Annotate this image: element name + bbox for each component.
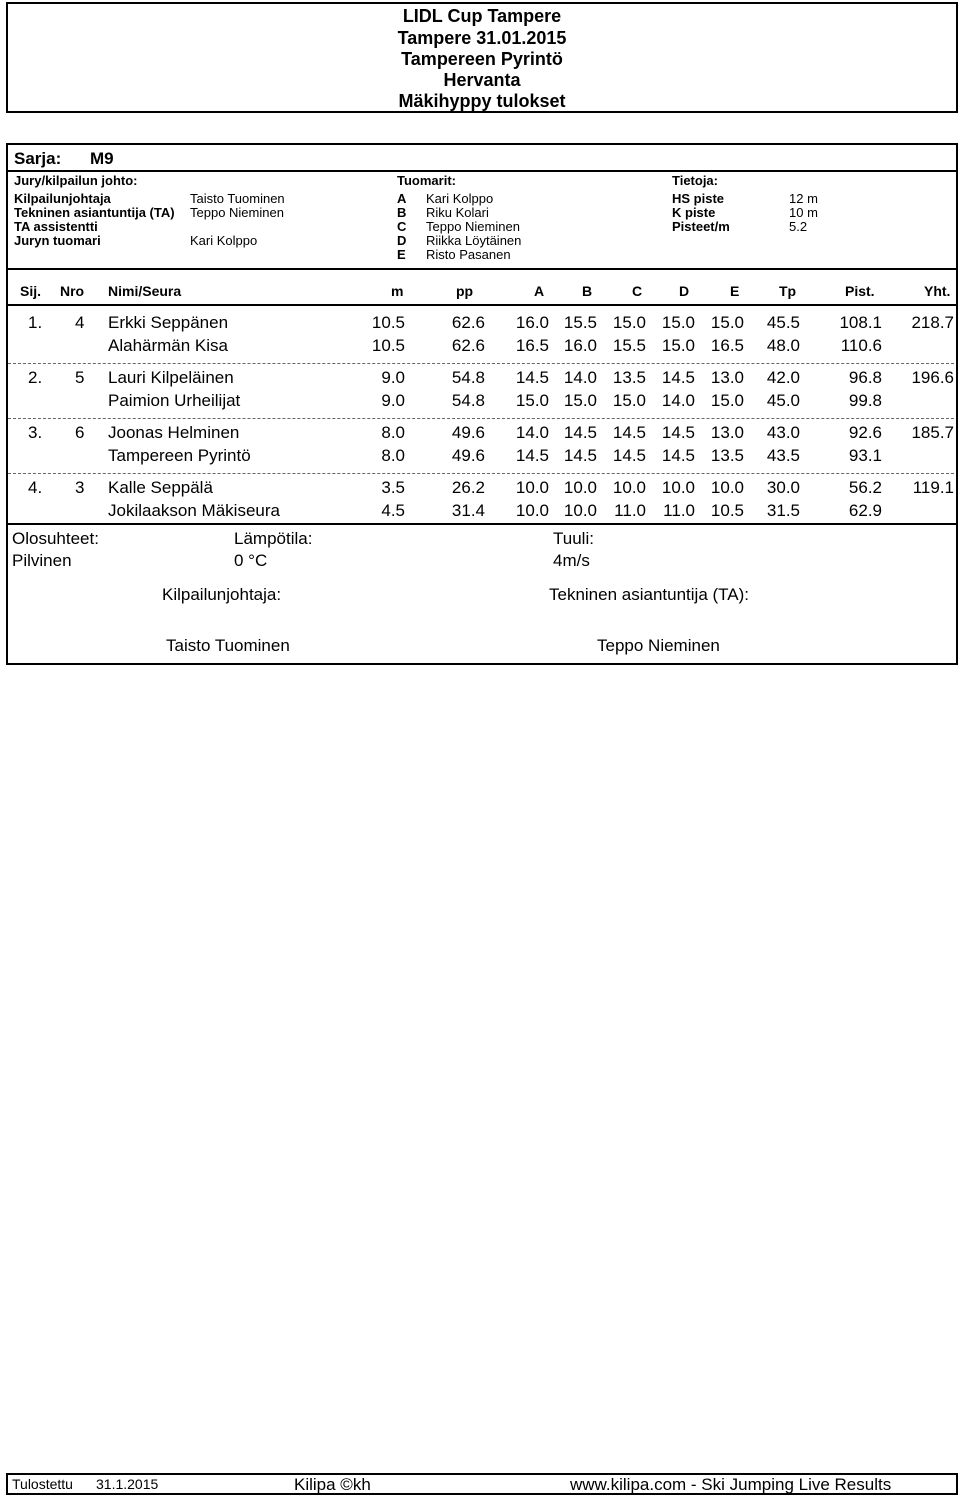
software-credit: Kilipa ©kh bbox=[294, 1475, 371, 1494]
jury-role: Tekninen asiantuntija (TA) bbox=[14, 205, 175, 220]
jump-a: 14.5 bbox=[515, 446, 549, 465]
ta-label: Tekninen asiantuntija (TA): bbox=[549, 585, 750, 604]
judge-letter: E bbox=[397, 247, 406, 262]
jump-pp: 54.8 bbox=[451, 368, 485, 387]
organizer: Tampereen Pyrintö bbox=[401, 49, 563, 69]
fact-label: Pisteet/m bbox=[672, 219, 730, 234]
athlete-club: Jokilaakson Mäkiseura bbox=[108, 501, 280, 520]
jump-pist: 56.2 bbox=[848, 478, 882, 497]
jump-d: 15.0 bbox=[661, 336, 695, 355]
jump-m: 3.5 bbox=[381, 478, 405, 497]
jury-role: TA assistentti bbox=[14, 219, 98, 234]
jump-c: 14.5 bbox=[612, 423, 646, 442]
judge-letter: B bbox=[397, 205, 407, 220]
judge-name: Riku Kolari bbox=[426, 205, 489, 220]
jump-a: 10.0 bbox=[515, 501, 549, 520]
jump-m: 4.5 bbox=[381, 501, 405, 520]
jump-m: 9.0 bbox=[381, 391, 405, 410]
jump-b: 15.0 bbox=[563, 391, 597, 410]
judge-name: Kari Kolppo bbox=[426, 191, 494, 206]
col-pp: pp bbox=[456, 283, 474, 299]
jump-b: 10.0 bbox=[563, 501, 597, 520]
athlete-club: Alahärmän Kisa bbox=[108, 336, 229, 355]
judge-name: Riikka Löytäinen bbox=[426, 233, 522, 248]
jump-b: 15.5 bbox=[563, 313, 597, 332]
result-total: 119.1 bbox=[912, 478, 954, 497]
result-bib: 4 bbox=[75, 313, 85, 332]
col-e: E bbox=[730, 283, 740, 299]
athlete-club: Paimion Urheilijat bbox=[108, 391, 241, 410]
jump-m: 10.5 bbox=[371, 313, 405, 332]
result-bib: 5 bbox=[75, 368, 85, 387]
temperature-value: 0 °C bbox=[234, 551, 268, 570]
title-box bbox=[6, 2, 958, 113]
result-rank: 3. bbox=[28, 423, 43, 442]
athlete-club: Tampereen Pyrintö bbox=[108, 446, 251, 465]
judges-heading: Tuomarit: bbox=[397, 173, 456, 188]
result-rank: 2. bbox=[28, 368, 43, 387]
jump-tp: 43.5 bbox=[766, 446, 800, 465]
jump-a: 10.0 bbox=[515, 478, 549, 497]
director-name: Taisto Tuominen bbox=[166, 636, 290, 655]
printed-date: 31.1.2015 bbox=[96, 1476, 159, 1492]
col-d: D bbox=[679, 283, 690, 299]
col-b: B bbox=[582, 283, 593, 299]
jump-d: 14.0 bbox=[661, 391, 695, 410]
jump-a: 16.5 bbox=[515, 336, 549, 355]
jump-pp: 49.6 bbox=[451, 423, 485, 442]
col-nro: Nro bbox=[60, 283, 85, 299]
jump-pist: 62.9 bbox=[848, 501, 882, 520]
col-name: Nimi/Seura bbox=[108, 283, 182, 299]
divider bbox=[8, 523, 956, 525]
jump-pp: 54.8 bbox=[451, 391, 485, 410]
jump-c: 10.0 bbox=[612, 478, 646, 497]
col-pist: Pist. bbox=[845, 283, 875, 299]
jump-pp: 62.6 bbox=[451, 336, 485, 355]
jury-heading: Jury/kilpailun johto: bbox=[14, 173, 138, 188]
col-sij: Sij. bbox=[20, 283, 42, 299]
result-total: 185.7 bbox=[911, 423, 954, 442]
jury-name: Kari Kolppo bbox=[190, 233, 258, 248]
jump-tp: 31.5 bbox=[766, 501, 800, 520]
series-label: Sarja: bbox=[14, 149, 62, 168]
result-bib: 3 bbox=[75, 478, 85, 497]
jury-role: Kilpailunjohtaja bbox=[14, 191, 111, 206]
fact-label: K piste bbox=[672, 205, 716, 220]
jury-name: Teppo Nieminen bbox=[190, 205, 284, 220]
jump-e: 10.5 bbox=[710, 501, 744, 520]
jump-e: 13.5 bbox=[710, 446, 744, 465]
weather-value: Pilvinen bbox=[12, 551, 72, 570]
col-m: m bbox=[391, 283, 404, 299]
jump-b: 16.0 bbox=[563, 336, 597, 355]
jump-pp: 62.6 bbox=[451, 313, 485, 332]
jump-pist: 96.8 bbox=[848, 368, 882, 387]
col-tp: Tp bbox=[779, 283, 797, 299]
col-c: C bbox=[632, 283, 643, 299]
judge-name: Teppo Nieminen bbox=[426, 219, 520, 234]
footer bbox=[6, 1473, 958, 1495]
jump-pist: 108.1 bbox=[839, 313, 882, 332]
jump-e: 15.0 bbox=[710, 391, 744, 410]
jump-c: 11.0 bbox=[614, 501, 646, 520]
jump-m: 8.0 bbox=[381, 446, 405, 465]
col-a: A bbox=[534, 283, 545, 299]
jump-d: 15.0 bbox=[661, 313, 695, 332]
result-total: 218.7 bbox=[911, 313, 954, 332]
document-title: Mäkihyppy tulokset bbox=[398, 91, 566, 111]
divider bbox=[8, 268, 956, 270]
jump-c: 15.0 bbox=[612, 313, 646, 332]
jump-a: 15.0 bbox=[515, 391, 549, 410]
result-bib: 6 bbox=[75, 423, 85, 442]
director-label: Kilpailunjohtaja: bbox=[162, 585, 282, 604]
facts-heading: Tietoja: bbox=[672, 173, 718, 188]
jump-d: 11.0 bbox=[663, 501, 695, 520]
athlete-name: Lauri Kilpeläinen bbox=[108, 368, 234, 387]
weather-label: Olosuhteet: bbox=[12, 529, 99, 548]
jump-tp: 30.0 bbox=[766, 478, 800, 497]
divider bbox=[8, 304, 956, 306]
jump-pp: 26.2 bbox=[451, 478, 485, 497]
jump-c: 13.5 bbox=[612, 368, 646, 387]
jump-tp: 42.0 bbox=[766, 368, 800, 387]
results-box bbox=[6, 143, 958, 665]
website-link[interactable]: www.kilipa.com - Ski Jumping Live Results bbox=[570, 1475, 892, 1494]
fact-value: 5.2 bbox=[789, 219, 808, 234]
fact-value: 12 m bbox=[789, 191, 818, 206]
ta-name: Teppo Nieminen bbox=[597, 636, 720, 655]
result-total: 196.6 bbox=[911, 368, 954, 387]
series-value: M9 bbox=[90, 149, 114, 168]
jump-tp: 45.0 bbox=[766, 391, 800, 410]
jump-pp: 31.4 bbox=[451, 501, 485, 520]
jury-role: Juryn tuomari bbox=[14, 233, 101, 248]
event-title: LIDL Cup Tampere bbox=[402, 6, 562, 26]
jump-m: 10.5 bbox=[371, 336, 405, 355]
jump-d: 14.5 bbox=[661, 368, 695, 387]
jump-e: 16.5 bbox=[710, 336, 744, 355]
jump-c: 15.0 bbox=[612, 391, 646, 410]
venue: Hervanta bbox=[443, 70, 521, 90]
jump-d: 14.5 bbox=[661, 423, 695, 442]
jump-b: 14.5 bbox=[563, 423, 597, 442]
jump-pist: 92.6 bbox=[848, 423, 882, 442]
jump-e: 13.0 bbox=[710, 423, 744, 442]
judge-letter: D bbox=[397, 233, 407, 248]
printed-label: Tulostettu bbox=[12, 1476, 73, 1492]
result-rank: 4. bbox=[28, 478, 43, 497]
jump-d: 14.5 bbox=[661, 446, 695, 465]
jump-pist: 110.6 bbox=[840, 336, 882, 355]
jump-a: 14.0 bbox=[515, 423, 549, 442]
jump-tp: 45.5 bbox=[766, 313, 800, 332]
jump-e: 13.0 bbox=[710, 368, 744, 387]
fact-value: 10 m bbox=[789, 205, 818, 220]
athlete-name: Kalle Seppälä bbox=[108, 478, 213, 497]
jump-a: 16.0 bbox=[515, 313, 549, 332]
jury-name: Taisto Tuominen bbox=[190, 191, 285, 206]
jump-b: 14.5 bbox=[563, 446, 597, 465]
jump-pist: 93.1 bbox=[848, 446, 882, 465]
result-rank: 1. bbox=[28, 313, 43, 332]
jump-b: 10.0 bbox=[563, 478, 597, 497]
jump-pist: 99.8 bbox=[848, 391, 882, 410]
judge-letter: C bbox=[397, 219, 407, 234]
jump-e: 10.0 bbox=[710, 478, 744, 497]
event-date: Tampere 31.01.2015 bbox=[397, 28, 567, 48]
jump-tp: 43.0 bbox=[766, 423, 800, 442]
jump-b: 14.0 bbox=[563, 368, 597, 387]
temperature-label: Lämpötila: bbox=[234, 529, 313, 548]
jump-m: 8.0 bbox=[381, 423, 405, 442]
wind-label: Tuuli: bbox=[553, 529, 594, 548]
wind-value: 4m/s bbox=[553, 551, 590, 570]
judge-name: Risto Pasanen bbox=[426, 247, 511, 262]
col-yht: Yht. bbox=[924, 283, 951, 299]
athlete-name: Erkki Seppänen bbox=[108, 313, 229, 332]
jump-m: 9.0 bbox=[381, 368, 405, 387]
jump-c: 14.5 bbox=[612, 446, 646, 465]
fact-label: HS piste bbox=[672, 191, 725, 206]
divider bbox=[8, 170, 956, 172]
row-separator bbox=[8, 418, 954, 419]
jump-c: 15.5 bbox=[612, 336, 646, 355]
jump-a: 14.5 bbox=[515, 368, 549, 387]
row-separator bbox=[8, 473, 954, 474]
athlete-name: Joonas Helminen bbox=[108, 423, 240, 442]
row-separator bbox=[8, 363, 954, 364]
jump-e: 15.0 bbox=[710, 313, 744, 332]
jump-tp: 48.0 bbox=[766, 336, 800, 355]
jump-pp: 49.6 bbox=[451, 446, 485, 465]
jump-d: 10.0 bbox=[661, 478, 695, 497]
judge-letter: A bbox=[397, 191, 407, 206]
